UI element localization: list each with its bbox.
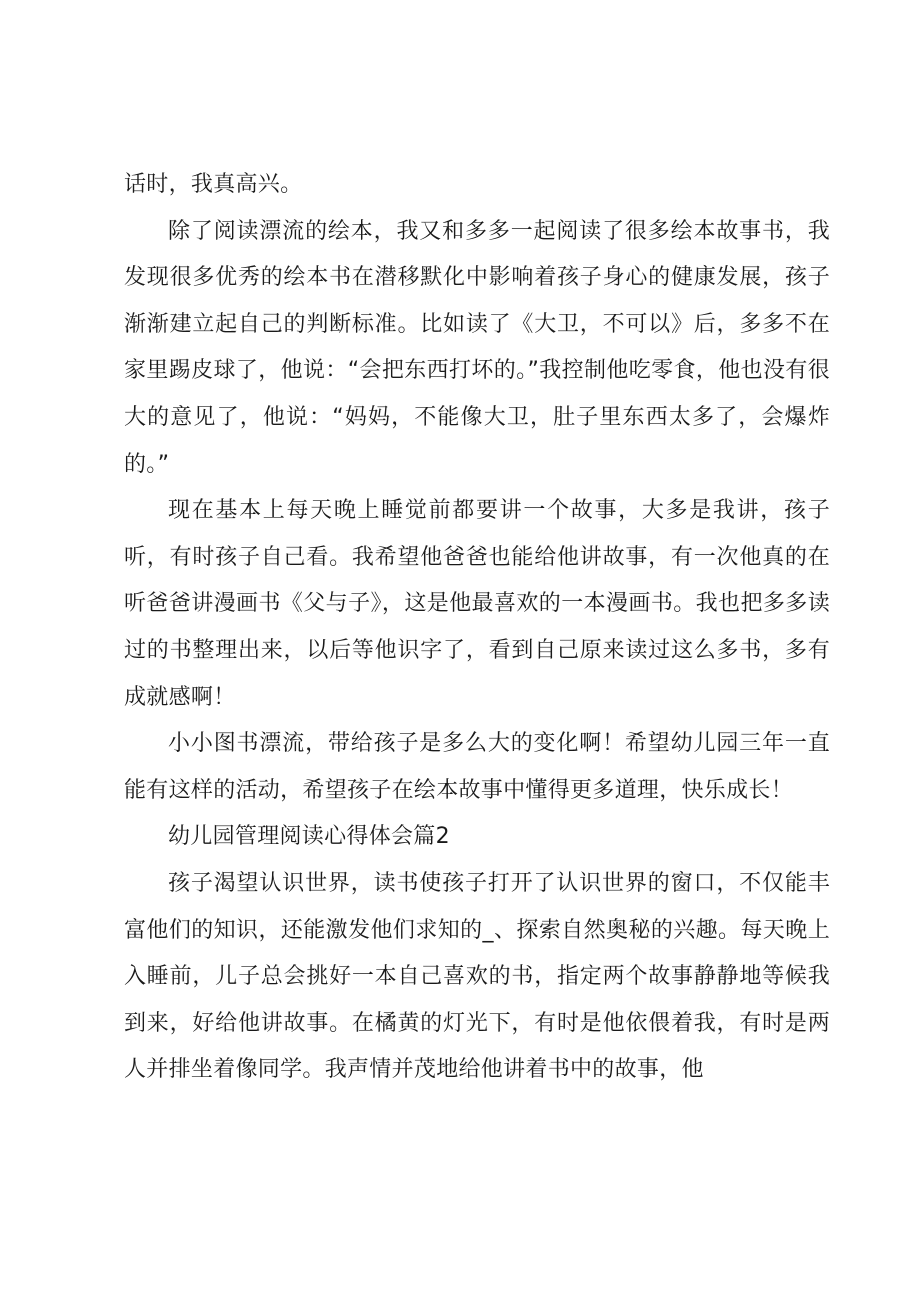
paragraph-book-drift: 小小图书漂流，带给孩子是多么大的变化啊！希望幼儿园三年一直能有这样的活动，希望孩子在绘本故事中懂得更多道理，快乐成长！ xyxy=(124,731,830,803)
paragraph-picture-books: 除了阅读漂流的绘本，我又和多多一起阅读了很多绘本故事书，我发现很多优秀的绘本书在潜移默化中影响着孩子身心的健康发展，孩子渐渐建立起自己的判断标准。比如读了《大卫，不可以》后，多多不在家里踢皮球了，他说：“会把东西打坏的。”我控制他吃零食，他也没有很大的意见了，他说：“妈妈，不能像大卫，肚子里东西太多了，会爆炸的。” xyxy=(124,218,830,477)
document-body xyxy=(124,162,830,1094)
section-heading: 幼儿园管理阅读心得体会篇2 xyxy=(168,824,450,850)
paragraph-continuation: 话时，我真高兴。 xyxy=(124,172,303,197)
paragraph-know-the-world: 孩子渴望认识世界，读书使孩子打开了认识世界的窗口，不仅能丰富他们的知识，还能激发他们求知的_、探索自然奥秘的兴趣。每天晚上入睡前，儿子总会挑好一本自己喜欢的书，指定两个故事静静地等候我到来，好给他讲故事。在橘黄的灯光下，有时是他依偎着我，有时是两人并排坐着像同学。我声情并茂地给他讲着书中的故事，他 xyxy=(124,870,830,1083)
paragraph-bedtime-stories: 现在基本上每天晚上睡觉前都要讲一个故事，大多是我讲，孩子听，有时孩子自己看。我希望他爸爸也能给他讲故事，有一次他真的在听爸爸讲漫画书《父与子》，这是他最喜欢的一本漫画书。我也把多多读过的书整理出来，以后等他识字了，看到自己原来读过这么多书，多有成就感啊！ xyxy=(124,498,830,710)
